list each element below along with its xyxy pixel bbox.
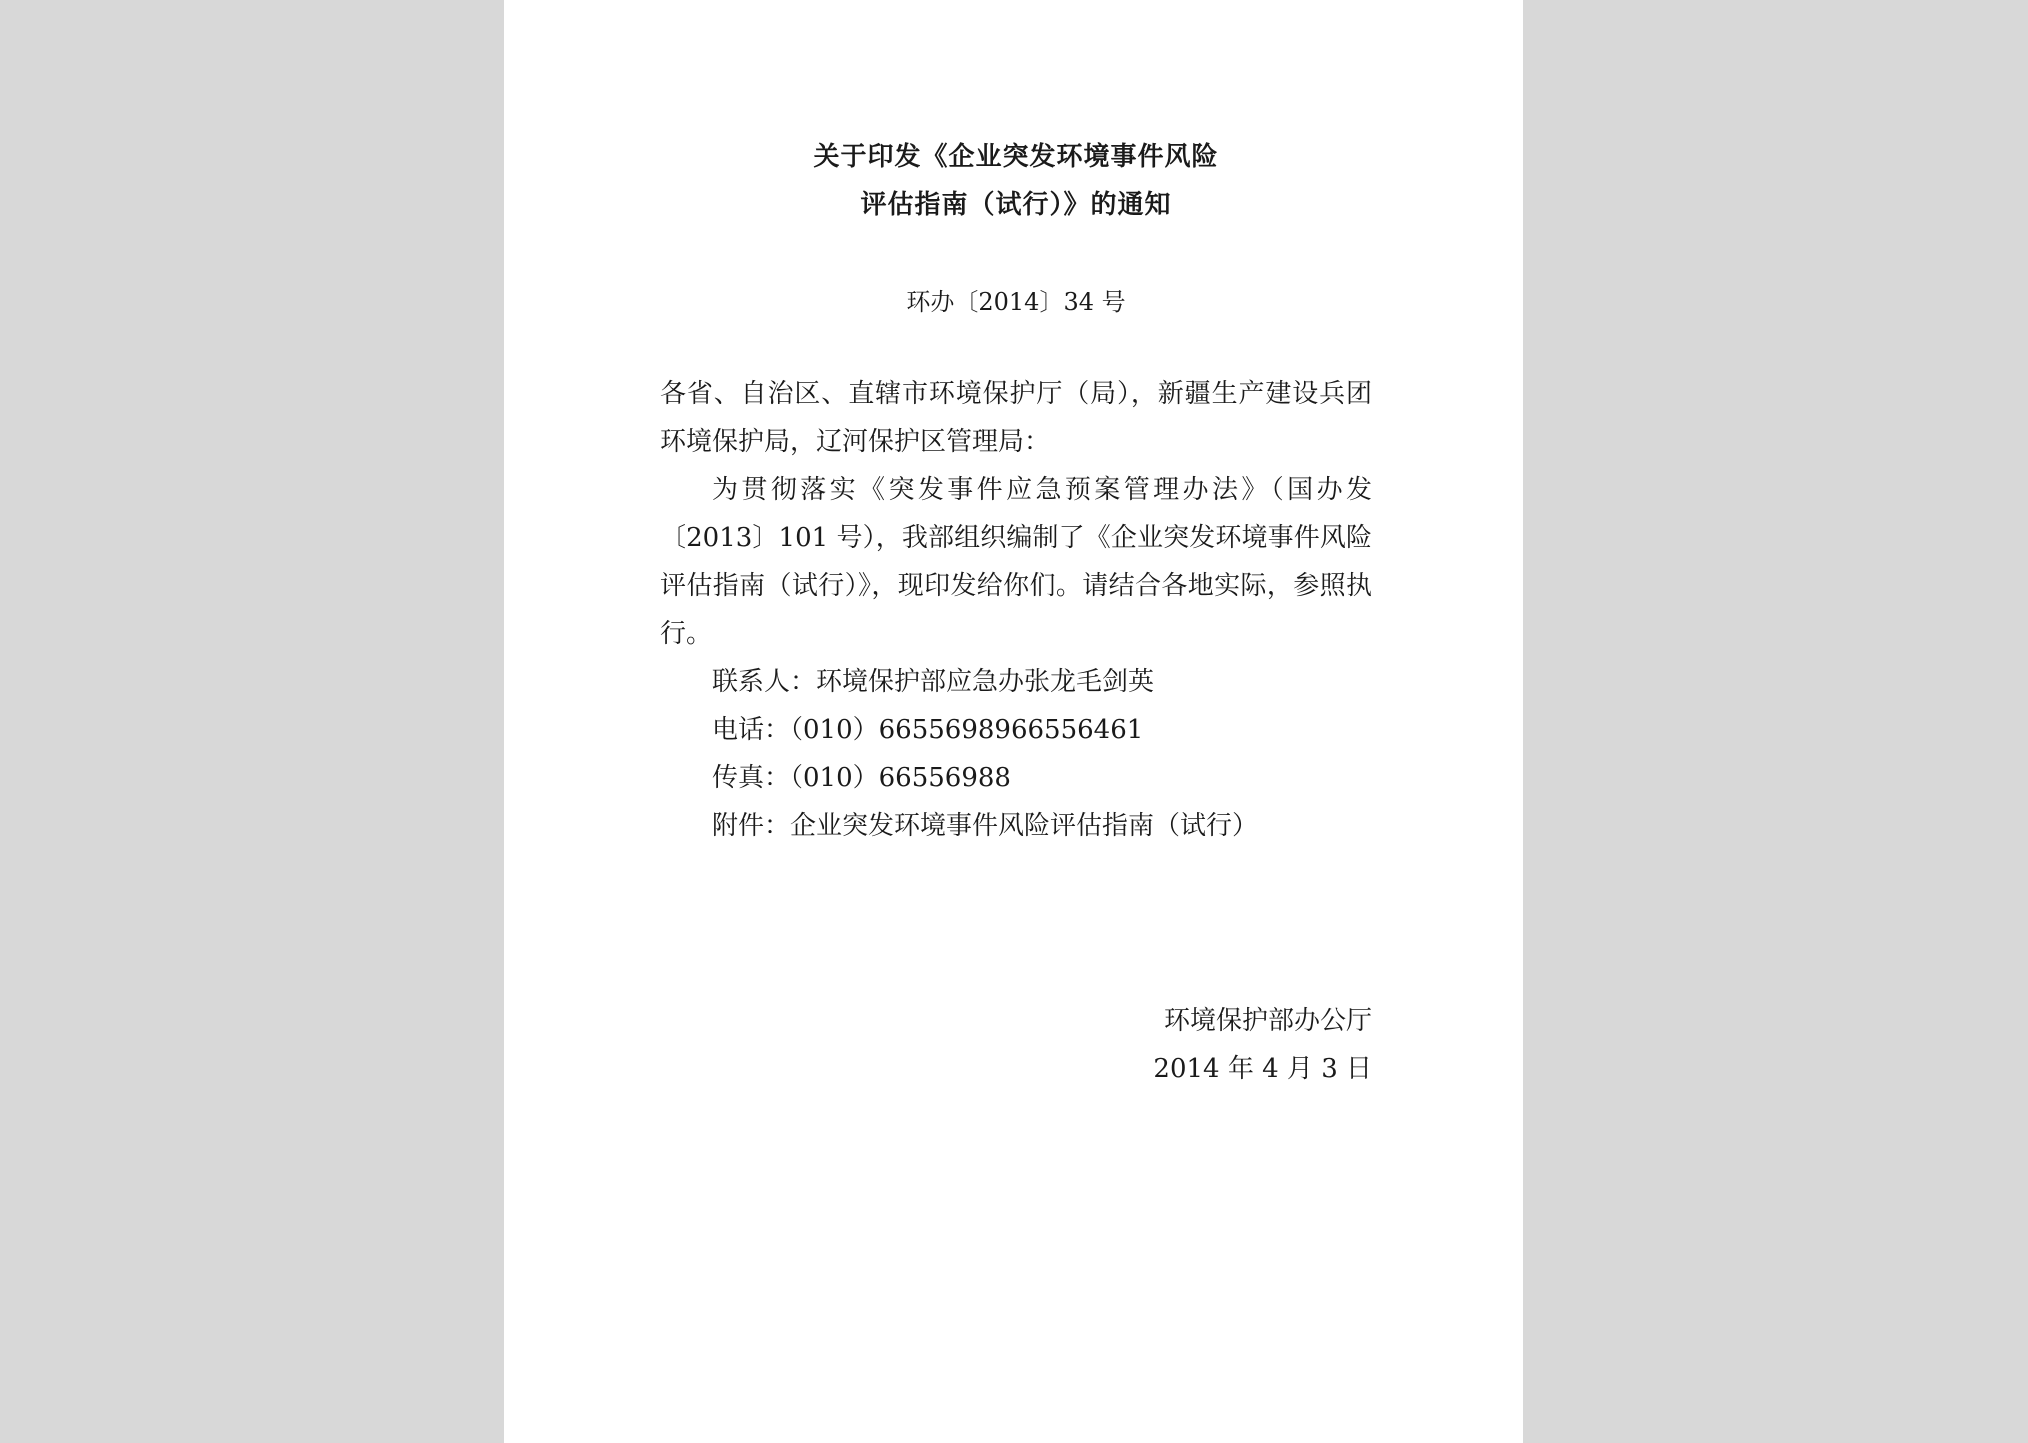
document-title-line-2: 评估指南（试行）》的通知 [860, 190, 1172, 220]
signature-date: 2014 年 4 月 3 日 [1153, 1054, 1372, 1084]
document-number: 环办〔2014〕34 号 [906, 288, 1126, 316]
contact-line: 联系人：环境保护部应急办张龙毛剑英 [712, 667, 1155, 697]
fax-line: 传真：（010）66556988 [712, 763, 1011, 793]
phone-line: 电话：（010）6655698966556461 [712, 715, 1144, 745]
document-title-line-1: 关于印发《企业突发环境事件风险 [813, 142, 1219, 172]
document-body [660, 370, 1372, 850]
salutation: 各省、自治区、直辖市环境保护厅（局），新疆生产建设兵团环境保护局，辽河保护区管理局： [660, 379, 1372, 457]
document-page [504, 0, 1523, 1443]
signature-organization: 环境保护部办公厅 [1163, 1006, 1372, 1036]
attachment-line: 附件：企业突发环境事件风险评估指南（试行） [712, 811, 1259, 841]
body-paragraph: 为贯彻落实《突发事件应急预案管理办法》（国办发〔2013〕101 号），我部组织编制了《企业突发环境事件风险评估指南（试行）》，现印发给你们。请结合各地实际，参照执行。 [660, 475, 1372, 649]
